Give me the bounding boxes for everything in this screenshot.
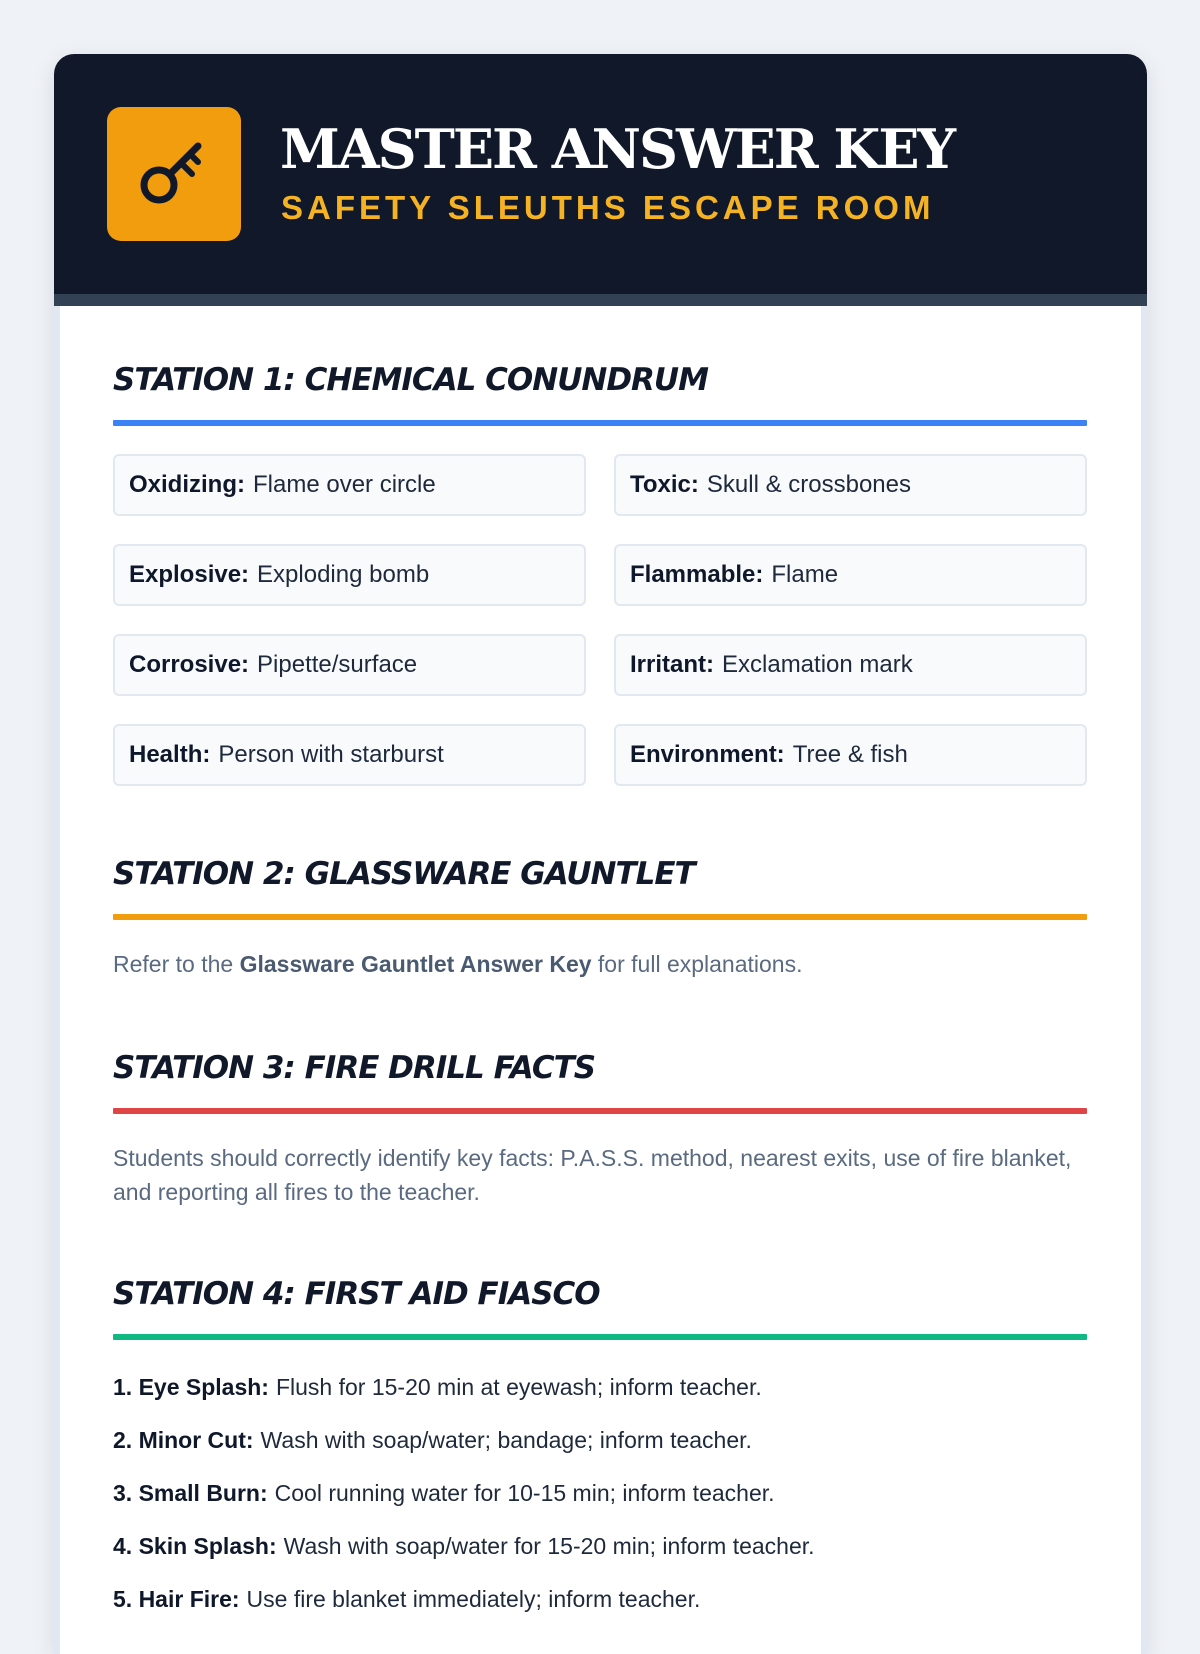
hazard-value: Skull & crossbones xyxy=(706,471,911,498)
hazard-value: Person with starburst xyxy=(218,741,444,768)
hazard-value: Tree & fish xyxy=(792,741,908,768)
hazard-item xyxy=(614,544,1087,606)
header-banner xyxy=(54,54,1147,294)
hazard-value: Exclamation mark xyxy=(722,651,913,678)
hazard-label: Corrosive: xyxy=(129,651,250,678)
station-4-title: STATION 4: FIRST AID FIASCO xyxy=(113,1276,600,1312)
list-item xyxy=(113,1370,1087,1423)
note-text: Refer to the xyxy=(113,951,240,977)
first-aid-label: 2. Minor Cut: xyxy=(113,1427,254,1453)
station-1-title: STATION 1: CHEMICAL CONUNDRUM xyxy=(113,362,708,398)
hazard-value: Flame xyxy=(771,561,839,588)
list-item xyxy=(113,1423,1087,1476)
hazard-label: Toxic: xyxy=(630,471,699,498)
page-title: MASTER ANSWER KEY xyxy=(280,117,955,181)
hazard-item xyxy=(113,634,586,696)
hazard-label: Oxidizing: xyxy=(129,471,245,498)
key-icon xyxy=(134,132,214,217)
hazard-item xyxy=(113,454,586,516)
hazard-label: Irritant: xyxy=(630,651,714,678)
hazard-label: Explosive: xyxy=(129,561,250,588)
first-aid-value: Wash with soap/water for 15-20 min; inform teacher. xyxy=(283,1533,815,1559)
list-item xyxy=(113,1476,1087,1529)
first-aid-value: Cool running water for 10-15 min; inform teacher. xyxy=(274,1480,775,1506)
hazard-value: Flame over circle xyxy=(253,471,436,498)
list-item xyxy=(113,1529,1087,1582)
station-2-rule xyxy=(113,914,1087,920)
first-aid-value: Use fire blanket immediately; inform teacher. xyxy=(246,1586,701,1612)
station-2-title: STATION 2: GLASSWARE GAUNTLET xyxy=(113,856,695,892)
first-aid-label: 5. Hair Fire: xyxy=(113,1586,240,1612)
station-1-rule xyxy=(113,420,1087,426)
hazard-label: Health: xyxy=(129,741,211,768)
station-4-rule xyxy=(113,1334,1087,1340)
hazard-item xyxy=(113,724,586,786)
hazard-item xyxy=(614,454,1087,516)
station-3-title: STATION 3: FIRE DRILL FACTS xyxy=(113,1050,596,1086)
station-3-note: Students should correctly identify key facts: P.A.S.S. method, nearest exits, use of fire blanket, and reporting all fires to the teacher. xyxy=(113,1145,1072,1205)
first-aid-value: Wash with soap/water; bandage; inform teacher. xyxy=(260,1427,752,1453)
page-subtitle: SAFETY SLEUTHS ESCAPE ROOM xyxy=(281,189,935,226)
answer-key-reference: Glassware Gauntlet Answer Key xyxy=(239,951,592,977)
hazard-symbol-grid xyxy=(113,454,1087,786)
hazard-item xyxy=(614,724,1087,786)
answer-key-card xyxy=(54,54,1147,1654)
station-3-rule xyxy=(113,1108,1087,1114)
first-aid-list xyxy=(113,1370,1087,1635)
first-aid-label: 4. Skin Splash: xyxy=(113,1533,277,1559)
station-2-note xyxy=(113,947,1087,981)
first-aid-value: Flush for 15-20 min at eyewash; inform teacher. xyxy=(275,1374,762,1400)
hazard-label: Flammable: xyxy=(630,561,764,588)
hazard-item xyxy=(113,544,586,606)
first-aid-label: 1. Eye Splash: xyxy=(113,1374,269,1400)
logo-badge xyxy=(107,107,241,241)
hazard-item xyxy=(614,634,1087,696)
note-text: for full explanations. xyxy=(591,951,803,977)
list-item xyxy=(113,1582,1087,1635)
first-aid-label: 3. Small Burn: xyxy=(113,1480,268,1506)
header-divider xyxy=(54,294,1147,306)
hazard-value: Exploding bomb xyxy=(257,561,430,588)
hazard-value: Pipette/surface xyxy=(257,651,418,678)
hazard-label: Environment: xyxy=(630,741,785,768)
